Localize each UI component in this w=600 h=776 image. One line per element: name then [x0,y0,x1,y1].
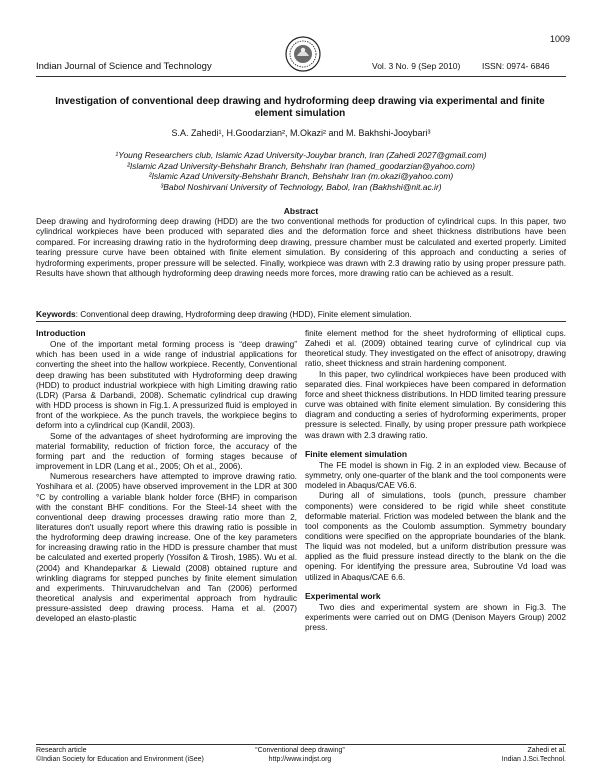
page-number: 1009 [549,34,570,44]
journal-url[interactable]: http://www.indjst.org [268,756,332,763]
footer-rule [36,744,566,745]
fe-paragraph: During all of simulations, tools (punch, pressure chamber components) were considered to be rigid while sheet constitute deformable material. Friction was modeled between the blank and the tool components as the Coulomb assumption. Symmetry boundary conditions were specified on the appropriate boundaries of the blank. The liquid was not modeled, but a uniform distribution pressure was applied as the fluid pressure instead directly to the blank on the die opening. For identifying the pressure area, Subroutine Vd load was utilized in Abaqus/CAE 6.6. [305,490,566,582]
journal-name: Indian Journal of Science and Technology [36,61,212,72]
keywords-label: Keywords [36,309,76,319]
affiliations [36,150,566,192]
journal-abbrev: Indian J.Sci.Technol. [501,756,566,763]
paper-title: Investigation of conventional deep drawing and hydroforming deep drawing via experimental and finite element simulation [55,96,545,119]
issn: ISSN: 0974- 6846 [482,61,550,71]
intro-paragraph: One of the important metal forming process is “deep drawing” which has been used in a wide range of industrial applications for converting the sheet into the hallow workpiece. Recently, Conventional deep drawing has been substituted with Hydroforming deep drawing (HDD) to product industrial workpiece with high Limiting drawing ratio (LDR) (Parsa & Darbandi, 2008). Schematic cylindrical cup drawing with HDD process is shown in Fig.1. A pressurized fluid is employed in front of the workpiece. As the punch travels, the workpiece begins to deform into a cylindrical cup (Kandil, 2003). [36,339,297,431]
right-column [305,328,566,632]
keywords-list: : Conventional deep drawing, Hydroforming deep drawing (HDD), Finite element simulation. [75,309,412,319]
journal-logo-icon [285,36,321,72]
intro-paragraph: Numerous researchers have attempted to improve drawing ratio. Yoshihara et al. (2005) have observed improvement in the LDR at 300 °C by controlling a variable blank holder force (BHF) in comparison with the constant BHF conditions. For the Steel-14 sheet with the conventional deep drawing processes drawing ratio more than 2, literatures don't usually report where this drawing ratio is possible in the hydroforming deep drawing increase. One of the key parameters for increasing drawing ratio in the HDD is pressure chamber that must be calculated and exerted properly (Yossifon & Tirosh, 1985). Wu et al. (2004) and Khandeparkar & Liewald (2008) obtained rupture and wrinkling diagrams for stepped punches by finite element simulation and experiments. Thiruvarudchelvan and Tan (2006) performed theoretical analysis and experimental approach from hydraulic pressure-assisted deep drawing process. Hama et al. (2007) developed an elasto-plastic [36,471,297,624]
affiliation: ²Islamic Azad University-Behshahr Branch, Behshahr Iran (m.okazi@yahoo.com) [148,171,454,181]
affiliation: ³Babol Noshirvani University of Technology, Babol, Iran (Bakhshi@nit.ac.ir) [160,181,442,192]
fe-simulation-heading: Finite element simulation [305,448,408,459]
intro-paragraph: Some of the advantages of sheet hydroforming are improving the material formability, reduction of friction force, the accuracy of the forming part and the reduction of forming stages because of improvement in LDR (Lang et al., 2005; Oh et al., 2006). [36,430,297,472]
running-authors: Zahedi et al. [527,747,566,754]
intro-paragraph: In this paper, two cylindrical workpieces have been produced with separated dies. Final workpieces have been compared in deformation force and sheet thickness distributions. In HDD limited tearing pressure curve was obtained with finite element simulation. By considering this diagram and conducting a series of hydroforming experiments, proper pressure is selected. Finally, by using proper pressure path workpiece was drawn with 2.3 drawing ratio. [305,368,567,440]
experimental-work-heading: Experimental work [305,590,381,601]
volume-info: Vol. 3 No. 9 (Sep 2010) [372,61,461,71]
affiliation: ¹Young Researchers club, Islamic Azad University-Jouybar branch, Iran (Zahedi 2027@gmail.com) [115,150,487,160]
affiliation: ²Islamic Azad University-Behshahr Branch, Behshahr Iran (hamed_goodarzian@yahoo.com) [126,160,475,171]
keywords [36,309,566,319]
authors: S.A. Zahedi¹, H.Goodarzian², M.Okazi² and M. Bakhshi-Jooybari³ [171,128,431,138]
abstract-rule [36,321,566,322]
abstract-heading: Abstract [283,206,319,216]
article-type: Research article [36,747,87,754]
introduction-heading: Introduction [36,328,86,338]
footer-left [36,746,204,764]
continuation-paragraph: finite element method for the sheet hydroforming of elliptical cups. Zahedi et al. (2009) obtained tearing curve of cylindrical cup via theoretical study. They investigated on the effect of anisotropy, drawing ratio, sheet thickness and strain hardening component. [305,328,566,369]
copyright: ©Indian Society for Education and Environment (iSee) [36,756,204,763]
fe-paragraph: The FE model is shown in Fig. 2 in an exploded view. Because of symmetry, only one-quarter of the blank and the tool components were modeled in Abaqus/CAE V6.6. [305,459,566,491]
footer-center [230,746,370,764]
running-title: “Conventional deep drawing” [255,747,345,754]
abstract-text: Deep drawing and hydroforming deep drawing (HDD) are the two conventional methods for production of cylindrical cups. In this paper, two cylindrical workpieces have been produced with separated dies and the deformation force and sheet thickness distributions have been compared. For increasing drawing ratio in the hydroforming deep drawing, pressure chamber must be calculated and exerted properly. Limited tearing pressure curve have been obtained with finite element simulation. By considering of this approach and conducting a series of hydroforming experiments, proper pressure will be selected. Finally, workpiece was drawn with 2.3 drawing ratio by using proper pressure path. Results have shown that although hydroforming deep drawing needs more forces, more drawing ratio can be achieved as a result. [36,216,566,279]
experimental-paragraph: Two dies and experimental system are shown in Fig.3. The experiments were carried out on DMG (Denison Mayers Group) 2002 press. [305,601,566,633]
header-rule [36,76,566,77]
left-column [36,328,297,624]
footer-right [446,746,566,764]
